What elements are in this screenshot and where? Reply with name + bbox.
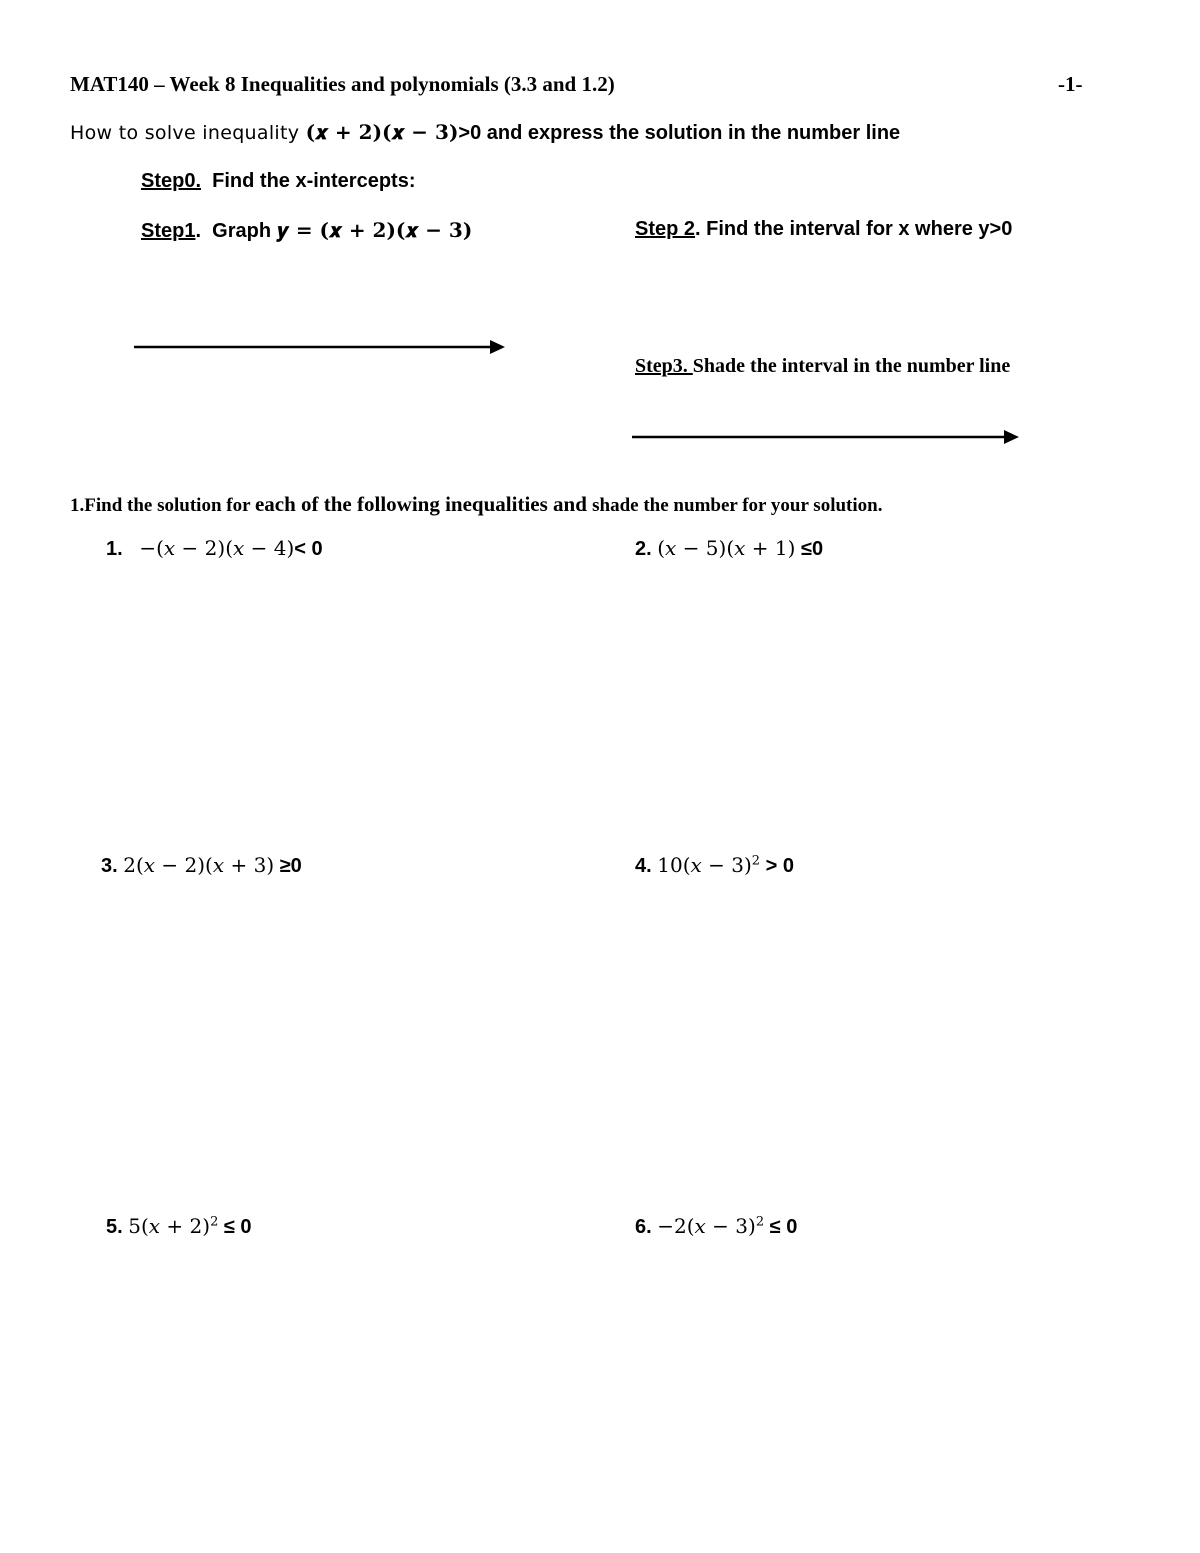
problem-6: [635, 1214, 797, 1239]
intro-lead-text: How to solve inequality: [70, 122, 306, 144]
intro-tail-text: >0 and express the solution in the number line: [458, 122, 901, 144]
number-line-step1: [132, 337, 510, 359]
problem-relation: > 0: [760, 855, 794, 877]
problem-5: [106, 1214, 252, 1239]
exercise-instructions: [70, 492, 882, 517]
problem-number: 4.: [635, 855, 652, 877]
problem-exponent: 2: [755, 1214, 765, 1230]
problem-relation: ≤ 0: [764, 1216, 798, 1238]
instructions-prefix: 1.Find the solution for: [70, 495, 255, 516]
step2-line: [635, 218, 1012, 241]
step3-line: [635, 355, 1010, 378]
problem-number: 5.: [106, 1216, 123, 1238]
problem-expression: −2(𝑥 − 3): [657, 1214, 756, 1238]
step3-text: Shade the interval in the number line: [692, 355, 1011, 377]
step2-label: Step 2: [635, 218, 696, 240]
number-line-step3: [630, 427, 1024, 449]
problem-expression: 2(𝑥 − 2)(𝑥 + 3): [123, 853, 275, 877]
problem-expression: 5(𝑥 + 2): [128, 1214, 211, 1238]
problem-relation: ≤0: [795, 538, 824, 560]
step0-label: Step0.: [141, 170, 202, 192]
problem-3: [101, 853, 302, 878]
instructions-suffix: shade the number for your solution.: [592, 495, 883, 516]
problem-relation: < 0: [294, 538, 323, 560]
problem-4: [635, 853, 794, 878]
problem-number: 2.: [635, 538, 652, 560]
problem-number: 1.: [106, 538, 123, 560]
problem-relation: ≤ 0: [218, 1216, 252, 1238]
step1-text: . Graph: [195, 220, 277, 242]
step1-expression: 𝒚 = (𝒙 + 𝟐)(𝒙 − 𝟑): [276, 218, 473, 242]
problem-relation: ≥0: [274, 855, 302, 877]
problem-expression: 10(𝑥 − 3): [657, 853, 752, 877]
page-number: -1-: [1058, 72, 1083, 96]
step1-line: [141, 218, 472, 243]
step0-line: [141, 170, 416, 193]
step1-label: Step1: [141, 220, 196, 242]
step3-label: Step3.: [635, 355, 693, 377]
problem-2: [635, 536, 823, 561]
problem-expression: (𝑥 − 5)(𝑥 + 1): [657, 536, 796, 560]
instructions-middle: each of the following inequalities and: [254, 492, 593, 516]
problem-expression: −(𝑥 − 2)(𝑥 − 4): [139, 536, 295, 560]
intro-expression: (𝒙 + 𝟐)(𝒙 − 𝟑): [305, 120, 459, 144]
problem-number: 6.: [635, 1216, 652, 1238]
document-title: MAT140 – Week 8 Inequalities and polynomials (3.3 and 1.2): [70, 72, 615, 96]
problem-exponent: 2: [751, 853, 761, 869]
intro-instruction: [70, 120, 900, 145]
step2-text: . Find the interval for x where y>0: [695, 218, 1013, 240]
problem-number: 3.: [101, 855, 118, 877]
problem-1: [106, 536, 323, 561]
problem-exponent: 2: [210, 1214, 219, 1230]
step0-text: Find the x-intercepts:: [201, 170, 416, 192]
